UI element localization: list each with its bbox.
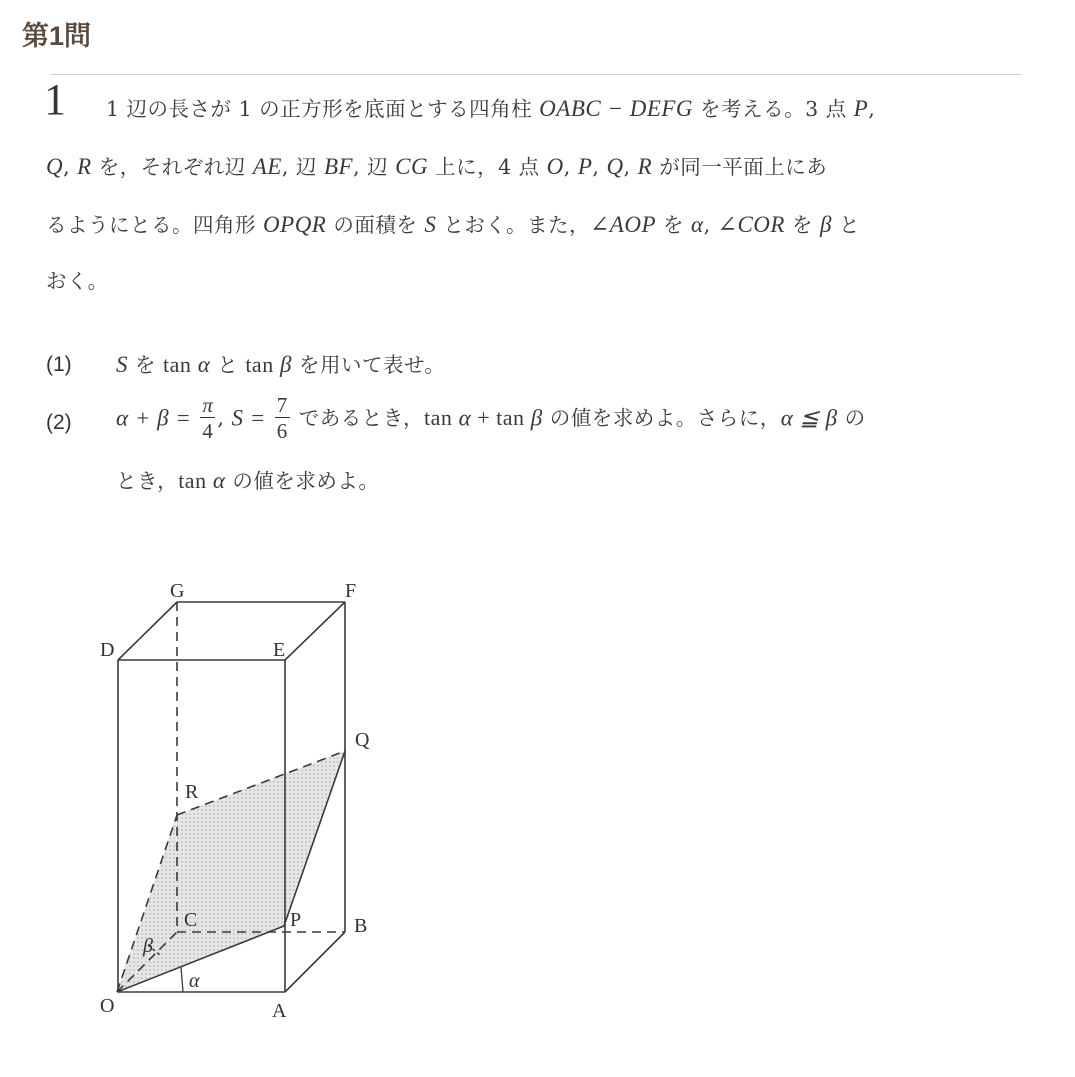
math-alpha: α — [452, 405, 472, 431]
math-O: O — [546, 154, 564, 179]
prism-figure — [80, 570, 400, 1030]
fraction-denominator: 6 — [276, 419, 288, 444]
text-run: おく。 — [46, 269, 109, 293]
problem-text-line-2 — [46, 155, 827, 178]
math-S: S — [116, 352, 128, 377]
text-run: , — [868, 97, 876, 121]
math-beta: β — [820, 212, 832, 237]
label-E: E — [273, 639, 286, 661]
label-D: D — [100, 639, 115, 661]
fraction-numerator: π — [202, 393, 214, 417]
text-run: が同一平面上にあ — [652, 155, 828, 179]
label-F: F — [345, 580, 357, 602]
math-alpha: α — [691, 212, 704, 237]
problem-number: 1 — [44, 75, 66, 124]
text-run: の — [837, 405, 866, 430]
fraction-numerator: 7 — [276, 393, 288, 417]
subquestion-1-label: (1) — [46, 353, 72, 376]
text-run: の値を求めよ。 — [225, 469, 380, 493]
label-G: G — [170, 580, 185, 602]
math-OPQR: OPQR — [263, 212, 327, 237]
label-R: R — [185, 781, 199, 803]
text-run: , 辺 — [353, 155, 396, 179]
label-B: B — [354, 915, 368, 937]
math-tan: tan — [423, 405, 453, 431]
math-alpha-plus-beta: α + β = — [116, 405, 192, 431]
math-tan: tan — [178, 468, 207, 493]
math-P: P — [577, 154, 593, 179]
math-angle-COR: ∠COR — [717, 212, 785, 237]
math-prism: OABC − DEFG — [539, 96, 694, 121]
math-plus: + — [471, 405, 497, 431]
math-BF: BF — [323, 154, 354, 179]
heading-divider — [50, 74, 1022, 75]
fraction-7-over-6 — [275, 394, 290, 442]
edge-AB — [285, 932, 345, 992]
text-run: の面積を — [326, 213, 425, 237]
label-A: A — [272, 1000, 287, 1022]
text-run: とき， — [116, 469, 179, 493]
math-Q: Q — [606, 154, 624, 179]
text-run: と — [210, 353, 246, 377]
math-alpha: α — [191, 352, 211, 377]
text-run: を用いて表せ。 — [291, 353, 446, 377]
text-run: を，それぞれ辺 — [91, 155, 253, 179]
text-run: 上に，4 点 — [428, 155, 547, 179]
text-run: 1 辺の長さが 1 の正方形を底面とする四角柱 — [106, 97, 540, 121]
text-run: るようにとる。四角形 — [46, 213, 264, 237]
text-run: , — [63, 155, 78, 179]
label-Q: Q — [355, 729, 370, 751]
text-run: を — [784, 213, 820, 237]
text-run: を — [656, 213, 692, 237]
math-AE: AE — [252, 154, 282, 179]
text-run: , — [623, 155, 638, 179]
text-run: , — [217, 405, 225, 430]
text-run: と — [831, 213, 860, 237]
edge-EF — [285, 602, 345, 660]
label-P: P — [290, 909, 302, 931]
math-alpha: α — [206, 468, 226, 493]
problem-text-line-1 — [106, 97, 875, 120]
fraction-denominator: 4 — [202, 419, 214, 444]
math-tan: tan — [163, 352, 192, 377]
math-beta: β — [273, 352, 292, 377]
alpha-angle-mark — [181, 967, 183, 992]
label-O: O — [100, 995, 115, 1017]
text-run: , 辺 — [281, 155, 324, 179]
text-run: を考える。3 点 — [693, 97, 854, 121]
math-P: P — [853, 96, 869, 121]
text-run: , — [703, 213, 718, 237]
page-heading: 第1問 — [22, 21, 92, 51]
edge-DG — [118, 602, 177, 660]
text-run: の値を求めよ。さらに， — [542, 405, 781, 430]
math-angle-AOP: ∠AOP — [590, 212, 656, 237]
problem-text-line-3 — [46, 213, 860, 236]
math-tan: tan — [245, 352, 274, 377]
text-run: , — [563, 155, 578, 179]
math-S: S — [424, 212, 437, 237]
math-R: R — [637, 154, 653, 179]
math-Q: Q — [46, 154, 64, 179]
math-CG: CG — [395, 154, 429, 179]
label-alpha: α — [189, 970, 200, 992]
math-tan: tan — [496, 405, 525, 431]
math-alpha-leq-beta: α ≦ β — [780, 405, 838, 431]
label-C: C — [184, 909, 198, 931]
math-R: R — [77, 154, 92, 179]
text-run: とおく。また， — [436, 213, 591, 237]
text-run: であるとき， — [291, 405, 424, 430]
subquestion-2-label: (2) — [46, 411, 72, 434]
fraction-pi-over-4 — [200, 394, 215, 442]
subquestion-1-text — [116, 353, 445, 376]
subquestion-2-text-line-1 — [116, 394, 866, 442]
math-beta: β — [524, 405, 543, 431]
math-S-equals: S = — [231, 405, 266, 431]
text-run: を — [128, 353, 164, 377]
problem-text-line-4 — [46, 271, 109, 292]
text-run: , — [592, 155, 607, 179]
subquestion-2-text-line-2 — [116, 469, 379, 492]
label-beta: β — [143, 935, 153, 957]
